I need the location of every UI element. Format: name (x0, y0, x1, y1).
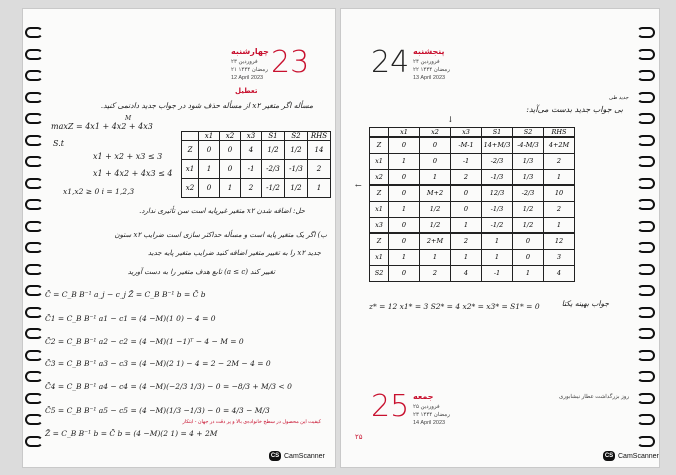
tableau-cell: -1 (241, 160, 262, 179)
binding-ring-icon (25, 414, 43, 425)
table-row (370, 233, 575, 249)
table-basis-cell: Z (370, 185, 389, 201)
camscanner-logo-icon: CS (604, 453, 614, 459)
binding-ring-icon (25, 70, 43, 81)
next-day-number: 25 (371, 389, 410, 424)
table-cell: 1 (513, 265, 544, 281)
date-hijri: ۲۱ رمضان ۱۴۴۴ (231, 67, 268, 73)
tableau-row (182, 160, 331, 179)
table-cell: 1 (420, 249, 451, 265)
table-cell: -1/2 (482, 217, 513, 233)
table-header-cell: x1 (389, 128, 420, 138)
table-cell: 1/2 (513, 217, 544, 233)
table-cell: 2+M (420, 233, 451, 249)
holiday-label: تعطیل (235, 87, 258, 95)
tableau-row (182, 141, 331, 160)
table-cell: 0 (389, 233, 420, 249)
binding-ring-icon (25, 27, 43, 38)
table-cell: 4+2M (544, 137, 575, 153)
binding-ring-icon (637, 350, 655, 361)
camscanner-watermark (603, 451, 659, 461)
tableau-cell: 1 (220, 179, 241, 198)
table-cell: 2 (451, 169, 482, 185)
right-notebook-page (340, 8, 660, 468)
table-cell: 1/3 (513, 153, 544, 169)
table-cell: 14+M/3 (482, 137, 513, 153)
tableau-header: x1 (199, 132, 220, 141)
table-cell: -1/3 (482, 169, 513, 185)
objective-function: maxZ = 4x1 + 4x2 + 4x3 (51, 122, 153, 131)
tableau-cell: 2 (308, 160, 331, 179)
table-cell: 0 (513, 233, 544, 249)
formula-c4: C̄4 = C_B B⁻¹ a4 − c4 = (4 −M)(−2/3 1/3) − 0 = −8/3 + M/3 < 0 (45, 382, 292, 391)
table-header-cell: x3 (451, 128, 482, 138)
tableau-header-row (182, 132, 331, 141)
binding-ring-icon (637, 135, 655, 146)
formula-z: Z̄ = C_B B⁻¹ b = C̄ b = (4 −M)(2 1) = 4 + 2M (45, 429, 218, 438)
binding-ring-icon (637, 371, 655, 382)
table-row (370, 185, 575, 201)
tableau-header: x3 (241, 132, 262, 141)
tableau-cell: -1/3 (285, 160, 308, 179)
table-row (370, 265, 575, 281)
tableau-cell: 1 (199, 160, 220, 179)
page-number: ۲۵ (355, 433, 363, 441)
tableau-cell: -1/2 (262, 179, 285, 198)
table-cell: 0 (389, 137, 420, 153)
table-cell: 0 (389, 169, 420, 185)
objective-mark: M (125, 115, 132, 122)
simplex-iterations-table (369, 127, 575, 282)
table-cell: 0 (513, 249, 544, 265)
table-cell: -1 (451, 153, 482, 169)
constraint-2: x1 + 4x2 + 4x3 ≤ 4 (93, 169, 173, 178)
table-cell: -1 (482, 265, 513, 281)
table-basis-cell: x1 (370, 201, 389, 217)
table-cell: 1/3 (513, 169, 544, 185)
binding-ring-icon (637, 307, 655, 318)
binding-ring-icon (25, 49, 43, 60)
tableau-cell: 0 (220, 160, 241, 179)
table-header-cell: S1 (482, 128, 513, 138)
table-cell: 2 (544, 201, 575, 217)
binding-ring-icon (25, 393, 43, 404)
table-row (370, 249, 575, 265)
st-label: S.t (53, 139, 64, 148)
next-date-gregorian: 14 April 2023 (413, 420, 446, 426)
table-row (370, 201, 575, 217)
next-date-persian: ۲۵ فروردین (413, 404, 440, 410)
table-basis-cell: x3 (370, 217, 389, 233)
binding-ring-icon (637, 264, 655, 275)
table-basis-cell: x1 (370, 153, 389, 169)
table-cell: 1 (389, 153, 420, 169)
table-cell: 1/2 (420, 201, 451, 217)
tableau-cell: 1/2 (285, 179, 308, 198)
table-basis-cell: x2 (370, 169, 389, 185)
table-cell: 2 (544, 153, 575, 169)
note-part-a: حل: اضافه شدن x۲ متغیر غیرپایه است سن تأثیری ندارد. (139, 207, 305, 215)
tableau-basis: Z (182, 141, 199, 160)
camscanner-label: CamScanner (284, 452, 325, 460)
binding-ring-icon (637, 221, 655, 232)
table-cell: 1 (420, 169, 451, 185)
formula-c5: C̄5 = C_B B⁻¹ a5 − c5 = (4 −M)(1/3 −1/3) − 0 = 4/3 − M/3 (45, 406, 270, 415)
table-cell: 0 (389, 265, 420, 281)
table-row (370, 153, 575, 169)
table-cell: -1/3 (482, 201, 513, 217)
tableau-cell: 1/2 (262, 141, 285, 160)
heading: بی جواب جدید بدست می‌آید: (526, 105, 623, 114)
camscanner-watermark (269, 451, 325, 461)
binding-ring-icon (637, 285, 655, 296)
binding-ring-icon (25, 221, 43, 232)
binding-ring-icon (637, 393, 655, 404)
binding-ring-icon (25, 92, 43, 103)
date-hijri: ۲۲ رمضان ۱۴۴۴ (413, 67, 450, 73)
next-day-note: روز بزرگداشت عطار نیشابوری (559, 394, 630, 400)
table-cell: 0 (420, 153, 451, 169)
binding-ring-icon (637, 199, 655, 210)
table-cell: 12 (544, 233, 575, 249)
next-day-name: جمعه (413, 392, 434, 401)
top-note: جدید طی (609, 95, 629, 101)
tableau-row (182, 179, 331, 198)
binding-ring-icon (25, 113, 43, 124)
tableau-cell: 1 (308, 179, 331, 198)
table-row (370, 169, 575, 185)
binding-ring-icon (637, 27, 655, 38)
table-cell: 1 (451, 249, 482, 265)
table-cell: 1 (451, 217, 482, 233)
table-basis-cell: Z (370, 233, 389, 249)
table-row (370, 217, 575, 233)
table-cell: 0 (389, 217, 420, 233)
binding-ring-icon (25, 178, 43, 189)
binding-ring-icon (25, 242, 43, 253)
table-header-cell: RHS (544, 128, 575, 138)
tableau-cell: 14 (308, 141, 331, 160)
date-gregorian: 12 April 2023 (231, 75, 264, 81)
binding-ring-icon (637, 113, 655, 124)
formula-c3: C̄3 = C_B B⁻¹ a3 − c3 = (4 −M)(2 1) − 4 = 2 − 2M − 4 = 0 (45, 359, 271, 368)
table-header-cell: x2 (420, 128, 451, 138)
tableau-basis: x2 (182, 179, 199, 198)
formula-c2: C̄2 = C_B B⁻¹ a2 − c2 = (4 −M)(1 −1)ᵀ − 4 − M = 0 (45, 337, 244, 346)
constraint-1: x1 + x2 + x3 ≤ 3 (93, 152, 163, 161)
binding-ring-icon (25, 156, 43, 167)
table-cell: 3 (544, 249, 575, 265)
binding-ring-icon (25, 199, 43, 210)
binding-ring-icon (637, 328, 655, 339)
simplex-tableau (181, 131, 331, 198)
date-gregorian: 13 April 2023 (413, 75, 446, 81)
day-name: پنجشنبه (413, 47, 445, 56)
table-header-row (370, 128, 575, 138)
table-basis-cell: x1 (370, 249, 389, 265)
tableau-cell: 0 (220, 141, 241, 160)
table-cell: 1/2 (420, 217, 451, 233)
binding-ring-icon (25, 135, 43, 146)
camscanner-label: CamScanner (618, 452, 659, 460)
tableau-basis: x1 (182, 160, 199, 179)
binding-ring-icon (637, 70, 655, 81)
table-cell: 2 (451, 233, 482, 249)
day-number: 24 (371, 45, 410, 80)
tableau-cell: 2 (241, 179, 262, 198)
tableau-cell: -2/3 (262, 160, 285, 179)
formula-general: C̄ = C_B B⁻¹ a_j − c_j Z̄ = C_B B⁻¹ b = C̄ b (45, 290, 206, 299)
solution-note: جواب بهینه یکتا (561, 299, 609, 308)
binding-ring-icon (25, 328, 43, 339)
note-part-b: ب) اگر یک متغیر پایه است و مسأله حداکثر سازی است ضرایب x۲ ستون (114, 231, 327, 239)
binding-ring-icon (25, 350, 43, 361)
tableau-cell: 0 (199, 141, 220, 160)
binding-ring-icon (637, 242, 655, 253)
table-cell: 2 (420, 265, 451, 281)
binding-ring-icon (25, 264, 43, 275)
tableau-header: S1 (262, 132, 285, 141)
table-cell: -2/3 (482, 153, 513, 169)
table-basis-cell: Z (370, 137, 389, 153)
entering-arrow: ↓ (447, 115, 454, 124)
binding-ring-icon (637, 49, 655, 60)
table-cell: 1 (544, 217, 575, 233)
tableau-header: x2 (220, 132, 241, 141)
tableau-corner (182, 132, 199, 141)
binding-ring-icon (637, 92, 655, 103)
optimal-solution: z* = 12 x1* = 3 S2* = 4 x2* = x3* = S1* = 0 (369, 302, 540, 311)
leaving-arrow: ← (355, 181, 362, 190)
table-cell: 1/2 (513, 201, 544, 217)
table-basis-cell: S2 (370, 265, 389, 281)
binding-ring-icon (637, 436, 655, 447)
table-cell: 0 (451, 185, 482, 201)
table-cell: 1 (389, 201, 420, 217)
table-cell: -4-M/3 (513, 137, 544, 153)
formula-c1: C̄1 = C_B B⁻¹ a1 − c1 = (4 −M)(1 0) − 4 = 0 (45, 314, 216, 323)
date-persian: ۲۳ فروردین (231, 59, 258, 65)
table-cell: 0 (420, 137, 451, 153)
next-date-hijri: ۲۳ رمضان ۱۴۴۴ (413, 412, 450, 418)
binding-ring-icon (637, 178, 655, 189)
binding-ring-icon (25, 307, 43, 318)
table-cell: 0 (451, 201, 482, 217)
table-cell: 1 (389, 249, 420, 265)
table-header-cell: S2 (513, 128, 544, 138)
table-cell: M+2 (420, 185, 451, 201)
table-cell: -M-1 (451, 137, 482, 153)
page-footer-note: کیفیت این محصول در سطح خانواده‌ی بالا و پر دقت در جهان - ابتکار (182, 419, 321, 425)
table-cell: 4 (451, 265, 482, 281)
nonnegativity: x1,x2 ≥ 0 i = 1,2,3 (63, 187, 135, 196)
note-part-d: تغییر کند (a ≤ c) تابع هدف متغیر را به دست آورید (127, 268, 275, 276)
day-name: چهارشنبه (231, 47, 269, 56)
date-persian: ۲۴ فروردین (413, 59, 440, 65)
binding-ring-icon (25, 436, 43, 447)
note-part-c: جدید x۲ را به تغییر متغیر اضافه کنید ضرایب متغیر پایه جدید (147, 249, 321, 257)
table-cell: 12/3 (482, 185, 513, 201)
table-cell: 1 (482, 249, 513, 265)
table-cell: 1 (544, 169, 575, 185)
day-number: 23 (271, 45, 310, 80)
problem-heading: مسأله اگر متغیر x۲ از مسأله حذف شود در جواب جدید دادنمی کنید. (100, 101, 313, 110)
table-row (370, 137, 575, 153)
table-cell: -2/3 (513, 185, 544, 201)
binding-ring-icon (25, 285, 43, 296)
tableau-cell: 1/2 (285, 141, 308, 160)
table-header-cell (370, 128, 389, 138)
tableau-cell: 4 (241, 141, 262, 160)
binding-ring-icon (637, 414, 655, 425)
tableau-cell: 0 (199, 179, 220, 198)
tableau-header: RHS (308, 132, 331, 141)
left-notebook-page (22, 8, 336, 468)
tableau-header: S2 (285, 132, 308, 141)
binding-ring-icon (637, 156, 655, 167)
table-cell: 1 (482, 233, 513, 249)
binding-ring-icon (25, 371, 43, 382)
camscanner-logo-icon: CS (270, 453, 280, 459)
table-cell: 0 (389, 185, 420, 201)
table-cell: 4 (544, 265, 575, 281)
table-cell: 10 (544, 185, 575, 201)
